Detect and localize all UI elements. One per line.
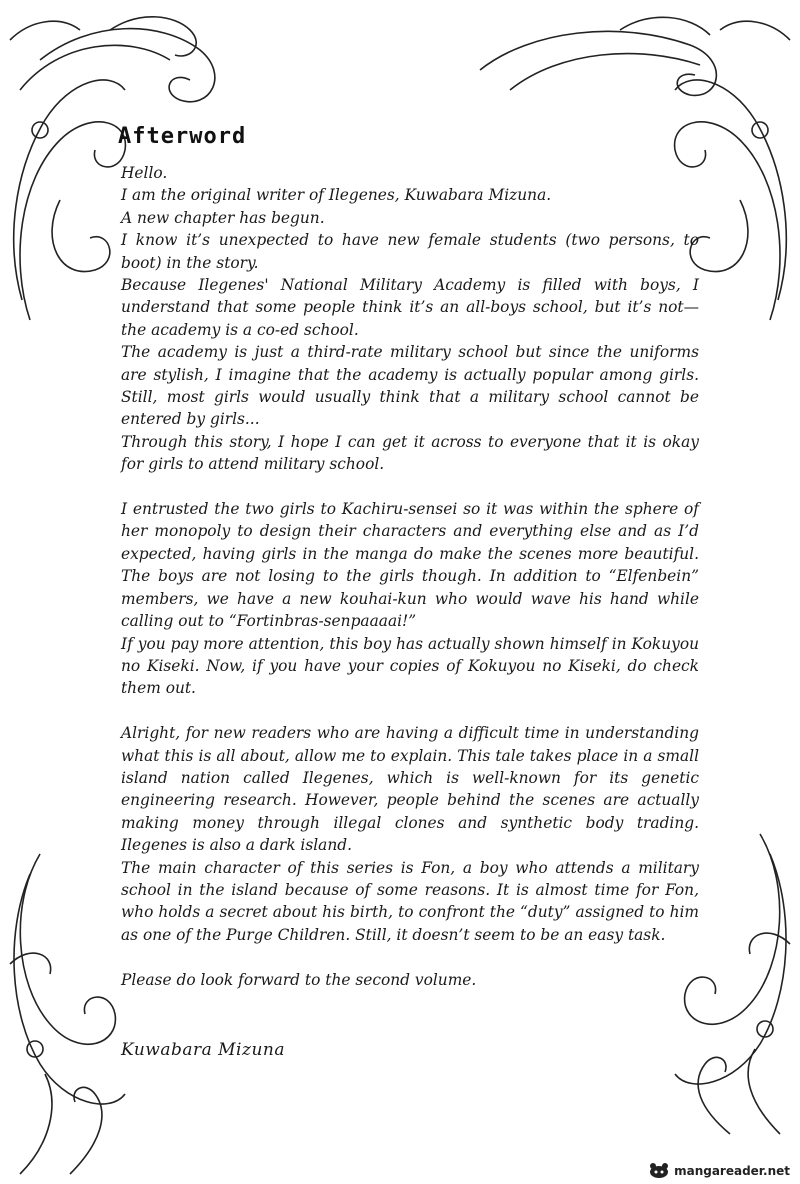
author-signature: Kuwabara Mizuna [121,1040,285,1060]
page-title: Afterword [118,124,247,149]
paragraph-gap [121,946,699,968]
paragraph-gap [121,476,699,498]
paragraph: I am the original writer of Ilegenes, Kuwabara Mizuna. [121,186,552,205]
paragraph: If you pay more attention, this boy has actually shown himself in Kokuyou no Kiseki. Now, if you have your copies of Kokuyou no Kiseki, do check them out. [121,634,699,698]
paragraph: Hello. [121,164,168,182]
paragraph: The academy is just a third-rate military school but since the uniforms are stylish, I imagine that the academy is actually popular among girls. Still, most girls would usually think that a military school cannot be entered by girls... [121,343,699,429]
site-watermark [648,1162,790,1180]
paragraph: Through this story, I hope I can get it across to everyone that it is okay for girls to attend military school. [121,432,699,474]
paragraph: I entrusted the two girls to Kachiru-sensei so it was within the sphere of her monopoly to design their characters and everything else and as I’d expected, having girls in the manga do make the scenes more beautiful. The boys are not losing to the girls though. In addition to “Elfenbein” members, we have a new kouhai-kun who would wave his hand while calling out to “Fortinbras-senpaaaai!” [121,500,699,631]
paragraph-gap [121,700,699,722]
paragraph: Please do look forward to the second volume. [121,970,477,989]
paragraph: Alright, for new readers who are having a difficult time in understanding what this is all about, allow me to explain. This tale takes place in a small island nation called Ilegenes, which is well-known for its genetic engineering research. However, people behind the scenes are actually making money through illegal clones and synthetic body trading. Ilegenes is also a dark island. [121,724,699,855]
paragraph: A new chapter has begun. [121,208,325,227]
paragraph: Because Ilegenes' National Military Academy is filled with boys, I understand that some people think it’s an all-boys school, but it’s not—the academy is a co-ed school. [121,276,699,339]
paragraph: I know it’s unexpected to have new female students (two persons, to boot) in the story. [121,231,699,272]
paragraph: The main character of this series is Fon, a boy who attends a military school in the island because of some reasons. It is almost time for Fon, who holds a secret about his birth, to confront the “duty” assigned to him as one of the Purge Children. Still, it doesn’t seem to be an easy task. [121,858,699,944]
watermark-logo-icon [648,1162,670,1180]
afterword-body [121,162,699,991]
watermark-text: mangareader.net [674,1164,790,1178]
